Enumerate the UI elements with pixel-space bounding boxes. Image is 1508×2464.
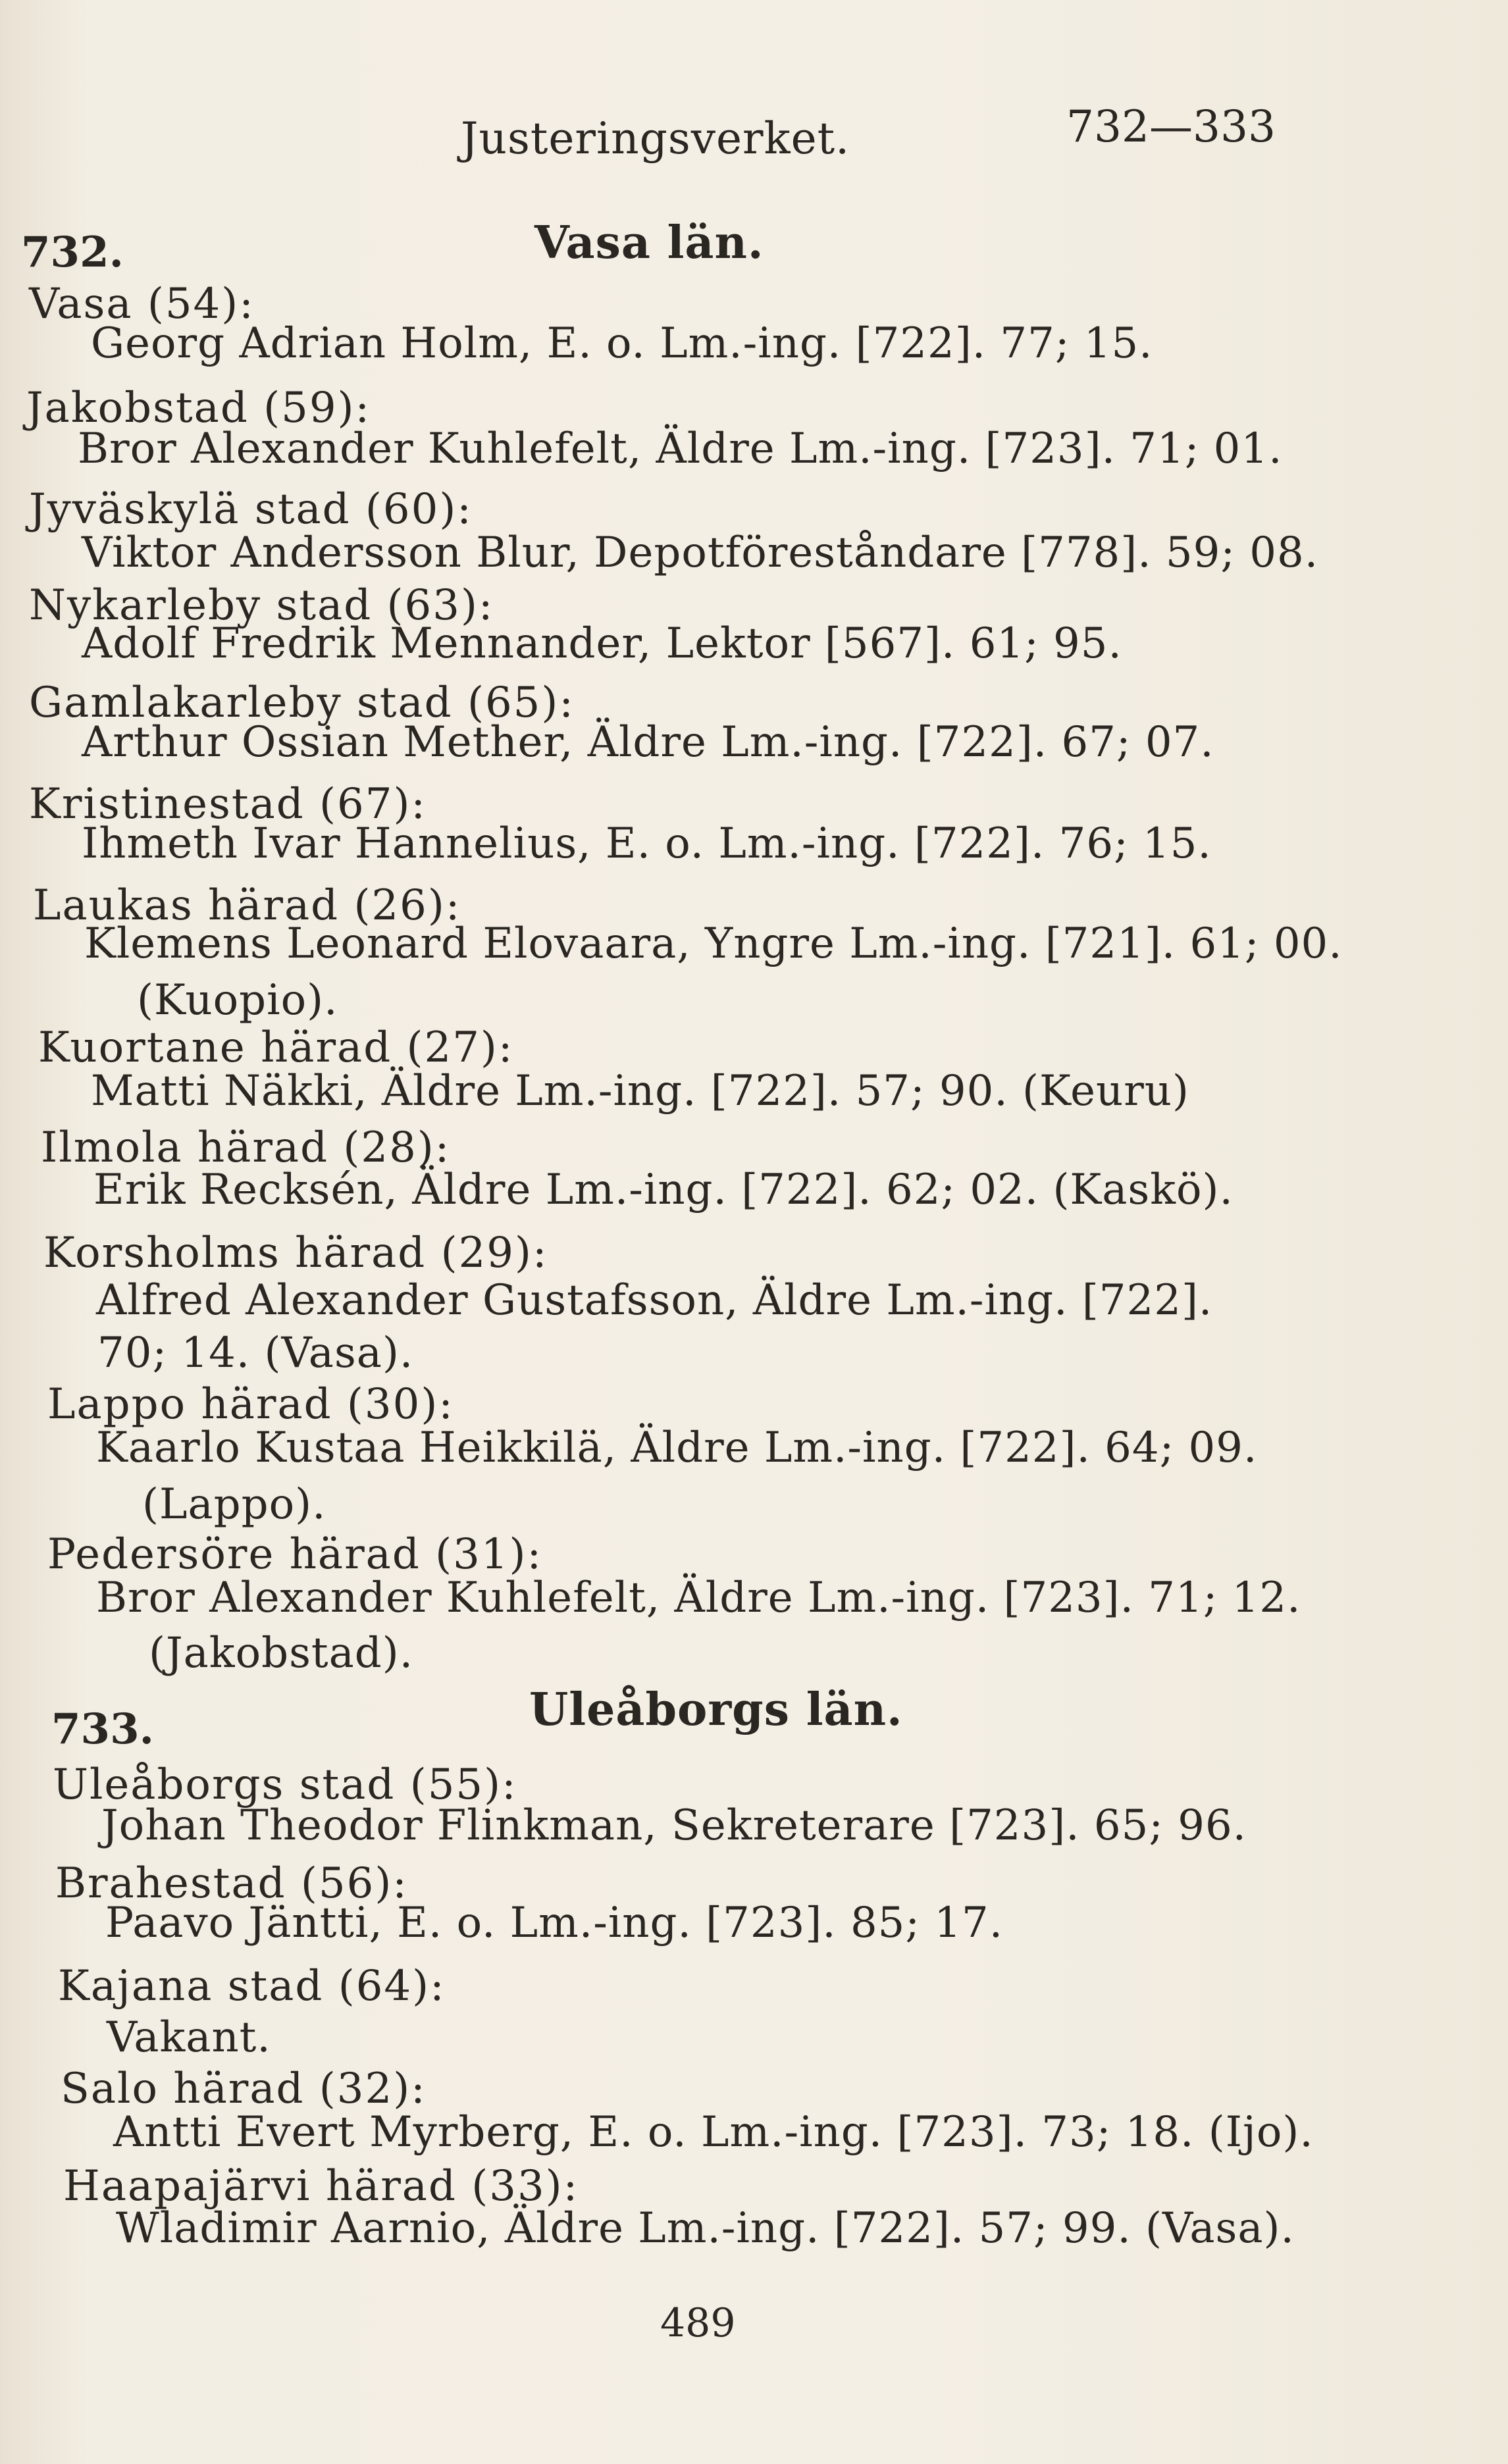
entry-line: Klemens Leonard Elovaara, Yngre Lm.-ing. [721]. 61; 00. xyxy=(84,919,1343,968)
entry-location: Jakobstad (59): xyxy=(26,384,371,432)
running-header-title: Justeringsverket. xyxy=(461,113,850,164)
section-number: 732. xyxy=(21,228,124,277)
entry-location: Uleåborgs stad (55): xyxy=(53,1760,517,1809)
running-header-page-range: 732—333 xyxy=(1066,101,1276,152)
entry-location: Brahestad (56): xyxy=(55,1859,408,1908)
entry-line: Paavo Jäntti, E. o. Lm.-ing. [723]. 85; 17. xyxy=(105,1899,1004,1947)
entry-line: (Jakobstad). xyxy=(149,1629,414,1678)
section-title: Uleåborgs län. xyxy=(529,1683,903,1736)
entry-line: Wladimir Aarnio, Äldre Lm.-ing. [722]. 57; 99. (Vasa). xyxy=(116,2204,1295,2253)
entry-location: Jyväskylä stad (60): xyxy=(29,485,473,534)
entry-line: Vakant. xyxy=(107,2013,271,2062)
entry-line: Adolf Fredrik Mennander, Lektor [567]. 61; 95. xyxy=(82,619,1122,668)
entry-location: Ilmola härad (28): xyxy=(41,1123,451,1172)
entry-line: Alfred Alexander Gustafsson, Äldre Lm.-ing. [722]. xyxy=(96,1276,1213,1325)
entry-line: Antti Evert Myrberg, E. o. Lm.-ing. [723]. 73; 18. (Ijo). xyxy=(113,2108,1314,2157)
page-number: 489 xyxy=(660,2300,736,2346)
entry-location: Kristinestad (67): xyxy=(29,780,427,829)
entry-line: Arthur Ossian Mether, Äldre Lm.-ing. [722]. 67; 07. xyxy=(82,718,1214,767)
entry-location: Vasa (54): xyxy=(29,280,255,328)
entry-line: (Kuopio). xyxy=(137,976,338,1025)
entry-location: Pedersöre härad (31): xyxy=(47,1530,543,1579)
entry-line: Bror Alexander Kuhlefelt, Äldre Lm.-ing. [723]. 71; 01. xyxy=(78,424,1283,473)
entry-location: Nykarleby stad (63): xyxy=(29,581,494,630)
entry-location: Kuortane härad (27): xyxy=(38,1023,514,1072)
entry-line: Johan Theodor Flinkman, Sekreterare [723]. 65; 96. xyxy=(101,1801,1247,1850)
entry-location: Korsholms härad (29): xyxy=(43,1229,548,1277)
entry-location: Salo härad (32): xyxy=(61,2065,427,2113)
entry-line: Kaarlo Kustaa Heikkilä, Äldre Lm.-ing. [722]. 64; 09. xyxy=(96,1424,1258,1472)
entry-location: Kajana stad (64): xyxy=(58,1962,446,2011)
entry-location: Laukas härad (26): xyxy=(33,881,461,930)
section-number: 733. xyxy=(51,1705,154,1754)
entry-line: Viktor Andersson Blur, Depotföreståndare [778]. 59; 08. xyxy=(82,528,1319,577)
section-title: Vasa län. xyxy=(534,217,764,269)
entry-location: Gamlakarleby stad (65): xyxy=(29,679,575,727)
entry-line: Georg Adrian Holm, E. o. Lm.-ing. [722]. 77; 15. xyxy=(91,319,1153,368)
entry-line: Matti Näkki, Äldre Lm.-ing. [722]. 57; 90. (Keuru) xyxy=(91,1067,1189,1116)
entry-line: Bror Alexander Kuhlefelt, Äldre Lm.-ing. [723]. 71; 12. xyxy=(96,1574,1301,1622)
entry-location: Haapajärvi härad (33): xyxy=(63,2162,579,2211)
entry-line: 70; 14. (Vasa). xyxy=(97,1329,414,1377)
entry-line: Erik Recksén, Äldre Lm.-ing. [722]. 62; 02. (Kaskö). xyxy=(93,1166,1234,1214)
entry-line: Ihmeth Ivar Hannelius, E. o. Lm.-ing. [722]. 76; 15. xyxy=(82,819,1212,868)
entry-location: Lappo härad (30): xyxy=(47,1380,454,1429)
entry-line: (Lappo). xyxy=(142,1480,326,1529)
